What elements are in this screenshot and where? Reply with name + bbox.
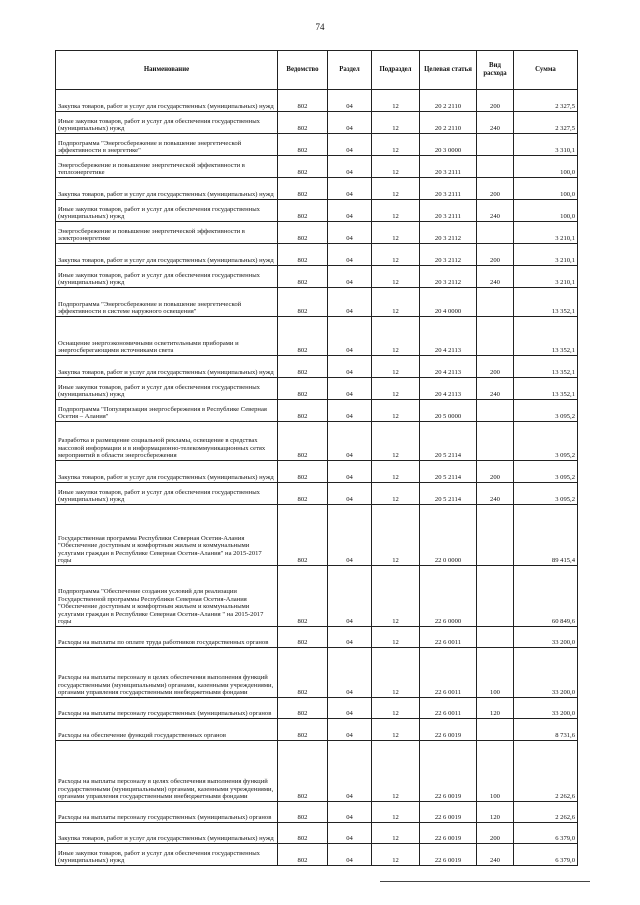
row-subsection-cell: 12: [372, 802, 420, 823]
row-target-cell: 20 3 2111: [420, 200, 477, 222]
row-section-cell: 04: [328, 244, 372, 266]
page-number: 74: [315, 22, 325, 32]
row-subsection-cell: 12: [372, 483, 420, 505]
row-name-cell: Иные закупки товаров, работ и услуг для обеспечения государственных (муниципальных) нужд: [56, 200, 278, 222]
row-department-cell: 802: [278, 288, 328, 317]
row-section-cell: 04: [328, 802, 372, 823]
row-department-cell: 802: [278, 483, 328, 505]
row-subsection-cell: 12: [372, 200, 420, 222]
row-subsection-cell: 12: [372, 422, 420, 461]
row-subsection-cell: 12: [372, 90, 420, 112]
row-sum-cell: 3 095,2: [514, 400, 578, 422]
header-subsection: Подраздел: [372, 51, 420, 90]
row-sum-cell: 3 210,1: [514, 222, 578, 244]
row-subsection-cell: 12: [372, 178, 420, 200]
row-expense-type-cell: [477, 222, 514, 244]
row-expense-type-cell: 120: [477, 802, 514, 823]
row-section-cell: 04: [328, 90, 372, 112]
row-section-cell: 04: [328, 222, 372, 244]
budget-table: [55, 50, 578, 866]
row-target-cell: 20 5 2114: [420, 422, 477, 461]
row-department-cell: 802: [278, 823, 328, 844]
table-row: [56, 648, 578, 698]
row-expense-type-cell: 200: [477, 823, 514, 844]
row-expense-type-cell: 200: [477, 90, 514, 112]
row-sum-cell: 2 327,5: [514, 90, 578, 112]
row-target-cell: 22 6 0011: [420, 698, 477, 719]
header-sum: Сумма: [514, 51, 578, 90]
row-department-cell: 802: [278, 112, 328, 134]
row-department-cell: 802: [278, 378, 328, 400]
row-sum-cell: 33 200,0: [514, 698, 578, 719]
row-department-cell: 802: [278, 719, 328, 741]
row-name-cell: Иные закупки товаров, работ и услуг для обеспечения государственных (муниципальных) нужд: [56, 266, 278, 288]
row-department-cell: 802: [278, 648, 328, 698]
row-department-cell: 802: [278, 244, 328, 266]
row-expense-type-cell: 200: [477, 461, 514, 483]
row-section-cell: 04: [328, 483, 372, 505]
table-body: [56, 90, 578, 866]
row-target-cell: 22 6 0019: [420, 844, 477, 866]
row-subsection-cell: 12: [372, 288, 420, 317]
row-subsection-cell: 12: [372, 844, 420, 866]
table-row: [56, 378, 578, 400]
row-sum-cell: 3 095,2: [514, 483, 578, 505]
row-department-cell: 802: [278, 266, 328, 288]
row-name-cell: Разработка и размещение социальной рекламы, освещение в средствах массовой информации и в информационно-телекоммуникационных сетях мероприятий в области энергосбережения: [56, 422, 278, 461]
row-name-cell: Иные закупки товаров, работ и услуг для обеспечения государственных (муниципальных) нужд: [56, 844, 278, 866]
row-expense-type-cell: 200: [477, 244, 514, 266]
table-row: [56, 156, 578, 178]
row-sum-cell: 3 210,1: [514, 266, 578, 288]
table-row: [56, 266, 578, 288]
row-expense-type-cell: [477, 317, 514, 356]
row-name-cell: Расходы на выплаты персоналу государственных (муниципальных) органов: [56, 802, 278, 823]
table-row: [56, 566, 578, 627]
row-name-cell: Расходы на выплаты по оплате труда работников государственных органов: [56, 627, 278, 648]
table-row: [56, 802, 578, 823]
row-department-cell: 802: [278, 422, 328, 461]
row-target-cell: 22 6 0011: [420, 648, 477, 698]
row-department-cell: 802: [278, 802, 328, 823]
table-row: [56, 719, 578, 741]
row-section-cell: 04: [328, 823, 372, 844]
row-target-cell: 20 5 2114: [420, 483, 477, 505]
row-section-cell: 04: [328, 378, 372, 400]
row-expense-type-cell: [477, 134, 514, 156]
row-section-cell: 04: [328, 505, 372, 566]
row-section-cell: 04: [328, 178, 372, 200]
row-sum-cell: 6 379,0: [514, 823, 578, 844]
row-expense-type-cell: 120: [477, 698, 514, 719]
row-target-cell: 22 6 0019: [420, 802, 477, 823]
row-name-cell: Закупка товаров, работ и услуг для государственных (муниципальных) нужд: [56, 90, 278, 112]
row-sum-cell: 8 731,6: [514, 719, 578, 741]
table-row: [56, 823, 578, 844]
table-row: [56, 222, 578, 244]
row-subsection-cell: 12: [372, 356, 420, 378]
row-name-cell: Подпрограмма "Энергосбережение и повышение энергетической эффективности в системе наружного освещения": [56, 288, 278, 317]
row-expense-type-cell: [477, 400, 514, 422]
row-subsection-cell: 12: [372, 627, 420, 648]
row-target-cell: 20 3 0000: [420, 134, 477, 156]
row-name-cell: Расходы на выплаты персоналу в целях обеспечения выполнения функций государственными (муниципальными) органами, казенными учреждениями, органами управления государственными внебюджетными фондами: [56, 741, 278, 802]
row-name-cell: Закупка товаров, работ и услуг для государственных (муниципальных) нужд: [56, 244, 278, 266]
row-expense-type-cell: [477, 505, 514, 566]
row-target-cell: 20 3 2112: [420, 222, 477, 244]
row-sum-cell: 33 200,0: [514, 648, 578, 698]
row-target-cell: 22 6 0000: [420, 566, 477, 627]
row-section-cell: 04: [328, 112, 372, 134]
row-subsection-cell: 12: [372, 400, 420, 422]
table-row: [56, 200, 578, 222]
row-section-cell: 04: [328, 356, 372, 378]
row-sum-cell: 89 415,4: [514, 505, 578, 566]
table-row: [56, 844, 578, 866]
row-sum-cell: 100,0: [514, 200, 578, 222]
row-subsection-cell: 12: [372, 317, 420, 356]
row-department-cell: 802: [278, 505, 328, 566]
row-expense-type-cell: 100: [477, 648, 514, 698]
row-section-cell: 04: [328, 400, 372, 422]
row-sum-cell: 13 352,1: [514, 288, 578, 317]
row-name-cell: Государственная программа Республики Северная Осетия-Алания "Обеспечение доступным и комфортным жильем и коммунальными услугами граждан в Республике Северная Осетия-Алания" на 2015-2017 годы: [56, 505, 278, 566]
row-sum-cell: 13 352,1: [514, 356, 578, 378]
row-sum-cell: 100,0: [514, 178, 578, 200]
row-target-cell: 20 3 2111: [420, 156, 477, 178]
row-sum-cell: 2 327,5: [514, 112, 578, 134]
row-department-cell: 802: [278, 356, 328, 378]
row-target-cell: 20 4 2113: [420, 317, 477, 356]
header-department: Ведомство: [278, 51, 328, 90]
row-department-cell: 802: [278, 698, 328, 719]
row-expense-type-cell: [477, 288, 514, 317]
table-row: [56, 422, 578, 461]
row-subsection-cell: 12: [372, 222, 420, 244]
row-target-cell: 22 0 0000: [420, 505, 477, 566]
row-sum-cell: 13 352,1: [514, 317, 578, 356]
table-row: [56, 356, 578, 378]
row-subsection-cell: 12: [372, 112, 420, 134]
row-subsection-cell: 12: [372, 461, 420, 483]
row-sum-cell: 2 262,6: [514, 802, 578, 823]
row-expense-type-cell: 240: [477, 844, 514, 866]
table-header-row: [56, 51, 578, 90]
table-row: [56, 698, 578, 719]
row-name-cell: Энергосбережение и повышение энергетической эффективности в теплоэнергетике: [56, 156, 278, 178]
row-sum-cell: 13 352,1: [514, 378, 578, 400]
row-section-cell: 04: [328, 461, 372, 483]
table-row: [56, 400, 578, 422]
row-department-cell: 802: [278, 134, 328, 156]
row-subsection-cell: 12: [372, 266, 420, 288]
table-row: [56, 741, 578, 802]
row-expense-type-cell: [477, 422, 514, 461]
header-target: Целевая статья: [420, 51, 477, 90]
row-section-cell: 04: [328, 566, 372, 627]
row-expense-type-cell: [477, 156, 514, 178]
row-name-cell: Подпрограмма "Популяризация энергосбережения в Республике Северная Осетия – Алания": [56, 400, 278, 422]
row-target-cell: 20 3 2112: [420, 266, 477, 288]
row-expense-type-cell: 240: [477, 483, 514, 505]
row-target-cell: 22 6 0019: [420, 741, 477, 802]
row-department-cell: 802: [278, 844, 328, 866]
row-department-cell: 802: [278, 741, 328, 802]
row-subsection-cell: 12: [372, 719, 420, 741]
row-sum-cell: 3 310,1: [514, 134, 578, 156]
row-sum-cell: 33 200,0: [514, 627, 578, 648]
row-section-cell: 04: [328, 200, 372, 222]
row-target-cell: 20 3 2111: [420, 178, 477, 200]
row-section-cell: 04: [328, 317, 372, 356]
row-department-cell: 802: [278, 400, 328, 422]
row-name-cell: Подпрограмма "Обеспечение создания условий для реализации Государственной программы Республики Северная Осетия-Алания "Обеспечение доступным и комфортным жильем и коммунальными услугами граждан в Республике Северная Осетия-Алания " на 2015-2017 годы: [56, 566, 278, 627]
row-subsection-cell: 12: [372, 698, 420, 719]
row-target-cell: 20 5 0000: [420, 400, 477, 422]
row-expense-type-cell: 100: [477, 741, 514, 802]
table-row: [56, 505, 578, 566]
row-name-cell: Подпрограмма "Энергосбережение и повышение энергетической эффективности в энергетике": [56, 134, 278, 156]
row-expense-type-cell: [477, 566, 514, 627]
row-department-cell: 802: [278, 222, 328, 244]
row-subsection-cell: 12: [372, 505, 420, 566]
row-section-cell: 04: [328, 266, 372, 288]
table-row: [56, 461, 578, 483]
row-target-cell: 22 6 0019: [420, 719, 477, 741]
table-row: [56, 178, 578, 200]
row-subsection-cell: 12: [372, 156, 420, 178]
header-section: Раздел: [328, 51, 372, 90]
row-section-cell: 04: [328, 422, 372, 461]
table-row: [56, 112, 578, 134]
row-section-cell: 04: [328, 741, 372, 802]
row-sum-cell: 6 379,0: [514, 844, 578, 866]
row-expense-type-cell: 240: [477, 266, 514, 288]
table-row: [56, 244, 578, 266]
row-name-cell: Иные закупки товаров, работ и услуг для обеспечения государственных (муниципальных) нужд: [56, 483, 278, 505]
row-name-cell: Закупка товаров, работ и услуг для государственных (муниципальных) нужд: [56, 823, 278, 844]
row-name-cell: Оснащение энергоэкономичными осветительными приборами и энергосберегающими источниками света: [56, 317, 278, 356]
row-department-cell: 802: [278, 317, 328, 356]
row-target-cell: 20 3 2112: [420, 244, 477, 266]
row-department-cell: 802: [278, 461, 328, 483]
row-target-cell: 20 5 2114: [420, 461, 477, 483]
row-section-cell: 04: [328, 134, 372, 156]
row-expense-type-cell: [477, 627, 514, 648]
row-department-cell: 802: [278, 627, 328, 648]
row-subsection-cell: 12: [372, 378, 420, 400]
row-name-cell: Расходы на обеспечение функций государственных органов: [56, 719, 278, 741]
row-expense-type-cell: 200: [477, 178, 514, 200]
row-expense-type-cell: 240: [477, 112, 514, 134]
row-sum-cell: 60 849,6: [514, 566, 578, 627]
table-row: [56, 317, 578, 356]
table-row: [56, 627, 578, 648]
row-section-cell: 04: [328, 719, 372, 741]
row-name-cell: Расходы на выплаты персоналу в целях обеспечения выполнения функций государственными (муниципальными) органами, казенными учреждениями, органами управления государственными внебюджетными фондами: [56, 648, 278, 698]
row-department-cell: 802: [278, 156, 328, 178]
row-name-cell: Иные закупки товаров, работ и услуг для обеспечения государственных (муниципальных) нужд: [56, 378, 278, 400]
row-target-cell: 20 2 2110: [420, 112, 477, 134]
header-expense-type: Вид расхода: [477, 51, 514, 90]
row-section-cell: 04: [328, 648, 372, 698]
row-subsection-cell: 12: [372, 134, 420, 156]
row-subsection-cell: 12: [372, 648, 420, 698]
row-name-cell: Закупка товаров, работ и услуг для государственных (муниципальных) нужд: [56, 461, 278, 483]
row-target-cell: 20 2 2110: [420, 90, 477, 112]
row-department-cell: 802: [278, 90, 328, 112]
row-section-cell: 04: [328, 627, 372, 648]
header-name: Наименование: [56, 51, 278, 90]
row-expense-type-cell: 200: [477, 356, 514, 378]
row-expense-type-cell: 240: [477, 378, 514, 400]
row-subsection-cell: 12: [372, 566, 420, 627]
row-expense-type-cell: 240: [477, 200, 514, 222]
row-section-cell: 04: [328, 156, 372, 178]
row-subsection-cell: 12: [372, 823, 420, 844]
row-name-cell: Энергосбережение и повышение энергетической эффективности в электроэнергетике: [56, 222, 278, 244]
row-target-cell: 22 6 0011: [420, 627, 477, 648]
row-sum-cell: 2 262,6: [514, 741, 578, 802]
table-row: [56, 134, 578, 156]
table-row: [56, 288, 578, 317]
row-name-cell: Закупка товаров, работ и услуг для государственных (муниципальных) нужд: [56, 178, 278, 200]
row-sum-cell: 3 095,2: [514, 461, 578, 483]
row-subsection-cell: 12: [372, 741, 420, 802]
row-subsection-cell: 12: [372, 244, 420, 266]
row-expense-type-cell: [477, 719, 514, 741]
row-section-cell: 04: [328, 844, 372, 866]
row-name-cell: Расходы на выплаты персоналу государственных (муниципальных) органов: [56, 698, 278, 719]
row-department-cell: 802: [278, 200, 328, 222]
row-sum-cell: 100,0: [514, 156, 578, 178]
row-target-cell: 22 6 0019: [420, 823, 477, 844]
table-row: [56, 483, 578, 505]
row-target-cell: 20 4 2113: [420, 356, 477, 378]
row-target-cell: 20 4 0000: [420, 288, 477, 317]
row-target-cell: 20 4 2113: [420, 378, 477, 400]
row-section-cell: 04: [328, 288, 372, 317]
table-row: [56, 90, 578, 112]
row-sum-cell: 3 210,1: [514, 244, 578, 266]
row-sum-cell: 3 095,2: [514, 422, 578, 461]
row-section-cell: 04: [328, 698, 372, 719]
row-department-cell: 802: [278, 178, 328, 200]
row-department-cell: 802: [278, 566, 328, 627]
row-name-cell: Закупка товаров, работ и услуг для государственных (муниципальных) нужд: [56, 356, 278, 378]
footer-rule: [380, 881, 590, 882]
row-name-cell: Иные закупки товаров, работ и услуг для обеспечения государственных (муниципальных) нужд: [56, 112, 278, 134]
